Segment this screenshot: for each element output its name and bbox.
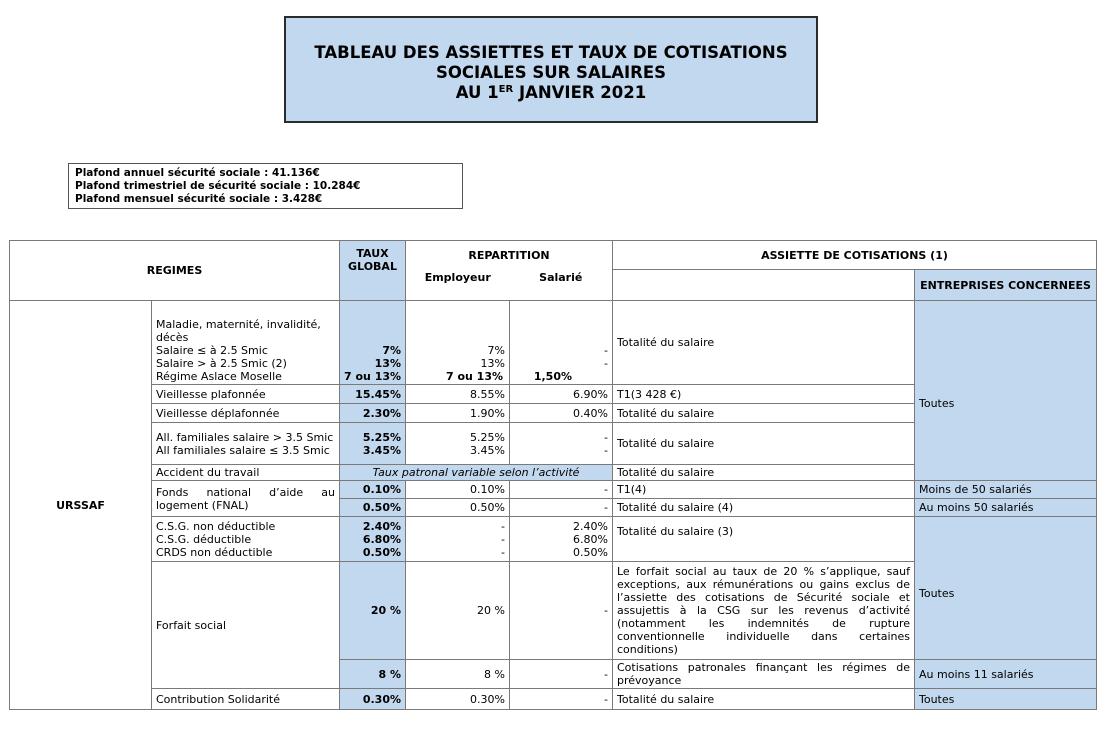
row-csg-label: C.S.G. non déductible C.S.G. déductible CRDS non déductible [152, 517, 340, 562]
header-repartition: REPARTITION [406, 241, 613, 270]
row-alloc-label: All. familiales salaire > 3.5 Smic All familiales salaire ≤ 3.5 Smic [152, 423, 340, 465]
title-line-3: AU 1ER JANVIER 2021 [455, 83, 647, 102]
row-forfait-taux-2: 8 % [340, 660, 406, 689]
header-employeur: Employeur [406, 270, 510, 301]
plafond-trimestriel: Plafond trimestriel de sécurité sociale : 10.284€ [75, 180, 361, 192]
row-maladie-assiette: Totalité du salaire [613, 301, 915, 385]
row-forfait-label: Forfait social [152, 562, 340, 689]
row-maladie-salarie: - - 1,50% [510, 301, 613, 385]
row-forfait-employeur-1: 20 % [406, 562, 510, 660]
row-csg-employeur: - - - [406, 517, 510, 562]
row-fnal-label: Fonds national d’aide au logement (FNAL) [152, 481, 340, 517]
row-fnal-entreprises-2: Au moins 50 salariés [915, 499, 1097, 517]
regime-urssaf: URSSAF [10, 301, 152, 710]
row-forfait-salarie-2: - [510, 660, 613, 689]
row-accident-assiette: Totalité du salaire [613, 465, 915, 481]
row-vieillesse-deplafonnee-employeur: 1.90% [406, 404, 510, 423]
row-fnal-salarie-1: - [510, 481, 613, 499]
row-contribution-employeur: 0.30% [406, 689, 510, 710]
row-fnal-employeur-2: 0.50% [406, 499, 510, 517]
row-fnal-taux-1: 0.10% [340, 481, 406, 499]
row-fnal-employeur-1: 0.10% [406, 481, 510, 499]
row-contribution-taux: 0.30% [340, 689, 406, 710]
row-fnal-entreprises-1: Moins de 50 salariés [915, 481, 1097, 499]
header-assiette-blank [613, 270, 915, 301]
row-vieillesse-plafonnee-taux: 15.45% [340, 385, 406, 404]
plafond-box [68, 163, 463, 209]
entreprises-toutes-1: Toutes [915, 301, 1097, 481]
row-vieillesse-plafonnee-employeur: 8.55% [406, 385, 510, 404]
row-forfait-taux-1: 20 % [340, 562, 406, 660]
entreprises-toutes-2: Toutes [915, 517, 1097, 660]
row-contribution-salarie: - [510, 689, 613, 710]
row-maladie-taux: 7% 13% 7 ou 13% [340, 301, 406, 385]
row-vieillesse-deplafonnee-salarie: 0.40% [510, 404, 613, 423]
row-fnal-assiette-2: Totalité du salaire (4) [613, 499, 915, 517]
row-forfait-entreprises-2: Au moins 11 salariés [915, 660, 1097, 689]
row-accident-label: Accident du travail [152, 465, 340, 481]
row-fnal-salarie-2: - [510, 499, 613, 517]
title-line-2: SOCIALES SUR SALAIRES [435, 63, 666, 82]
row-accident-taux-note: Taux patronal variable selon l’activité [340, 465, 613, 481]
row-forfait-salarie-1: - [510, 562, 613, 660]
row-vieillesse-deplafonnee-label: Vieillesse déplafonnée [152, 404, 340, 423]
row-maladie-label: Maladie, maternité, invalidité, décès Salaire ≤ à 2.5 Smic Salaire > à 2.5 Smic (2) Régime Aslace Moselle [152, 301, 340, 385]
row-csg-taux: 2.40% 6.80% 0.50% [340, 517, 406, 562]
row-alloc-assiette: Totalité du salaire [613, 423, 915, 465]
header-salarie: Salarié [510, 270, 613, 301]
row-contribution-assiette: Totalité du salaire [613, 689, 915, 710]
row-contribution-entreprises: Toutes [915, 689, 1097, 710]
header-regimes: REGIMES [10, 241, 340, 301]
header-taux-global: TAUX GLOBAL [340, 241, 406, 301]
row-contribution-label: Contribution Solidarité [152, 689, 340, 710]
header-entreprises: ENTREPRISES CONCERNEES [915, 270, 1097, 301]
row-vieillesse-plafonnee-assiette: T1(3 428 €) [613, 385, 915, 404]
row-forfait-assiette-2: Cotisations patronales finançant les régimes de prévoyance [613, 660, 915, 689]
row-vieillesse-plafonnee-salarie: 6.90% [510, 385, 613, 404]
row-vieillesse-deplafonnee-assiette: Totalité du salaire [613, 404, 915, 423]
row-vieillesse-deplafonnee-taux: 2.30% [340, 404, 406, 423]
row-alloc-employeur: 5.25% 3.45% [406, 423, 510, 465]
row-fnal-assiette-1: T1(4) [613, 481, 915, 499]
row-forfait-assiette-1: Le forfait social au taux de 20 % s’applique, sauf exceptions, aux rémunérations ou gains exclus de l’assiette des cotisations de Sécurité sociale et assujettis à la CSG sur les revenus d’activité (notamment les indemnités de rupture conventionnelle individuelle dans certaines conditions) [613, 562, 915, 660]
row-csg-salarie: 2.40% 6.80% 0.50% [510, 517, 613, 562]
row-fnal-taux-2: 0.50% [340, 499, 406, 517]
document-title [284, 16, 818, 123]
row-alloc-taux: 5.25% 3.45% [340, 423, 406, 465]
header-assiette: ASSIETTE DE COTISATIONS (1) [613, 241, 1097, 270]
title-line-1: TABLEAU DES ASSIETTES ET TAUX DE COTISATIONS [314, 43, 788, 62]
row-alloc-salarie: - - [510, 423, 613, 465]
cotisations-table [9, 240, 1097, 710]
plafond-annuel: Plafond annuel sécurité sociale : 41.136€ [75, 167, 320, 179]
row-maladie-employeur: 7% 13% 7 ou 13% [406, 301, 510, 385]
row-vieillesse-plafonnee-label: Vieillesse plafonnée [152, 385, 340, 404]
plafond-mensuel: Plafond mensuel sécurité sociale : 3.428€ [75, 193, 323, 205]
row-csg-assiette: Totalité du salaire (3) [613, 517, 915, 562]
row-forfait-employeur-2: 8 % [406, 660, 510, 689]
